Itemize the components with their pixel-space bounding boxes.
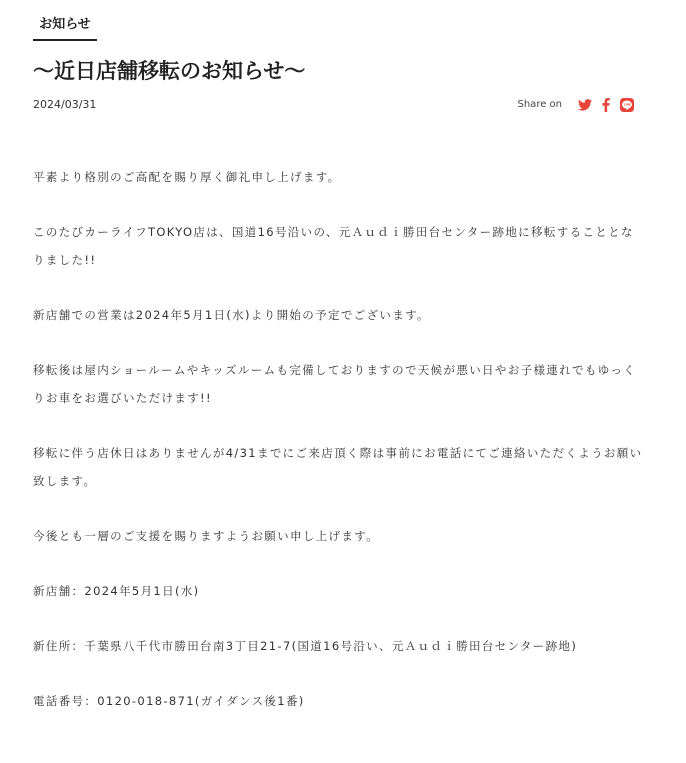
page-title: 〜近日店舗移転のお知らせ〜	[33, 59, 306, 83]
paragraph-holiday-notice: 移転に伴う店休日はありませんが4/31までにご来店頂く際は事前にお電話にてご連絡いただくようお願い致します。	[33, 446, 643, 488]
category-text: お知らせ	[39, 17, 91, 32]
share-bar	[518, 96, 635, 114]
paragraph-opening-date: 新店舗での営業は2024年5月1日(水)より開始の予定でございます。	[33, 308, 430, 322]
new-store-date: 新店舗：2024年5月1日(水)	[33, 584, 200, 598]
category-label	[33, 14, 97, 41]
post-date: 2024/03/31	[33, 98, 97, 111]
paragraph-facilities: 移転後は屋内ショールームやキッズルームも完備しておりますので天候が悪い日やお子様連れでもゆっくりお車をお選びいただけます!!	[33, 363, 637, 405]
article-body	[33, 163, 643, 742]
phone-number: 電話番号：0120-018-871(ガイダンス後1番)	[33, 694, 305, 708]
paragraph-relocation: このたびカーライフTOKYO店は、国道16号沿いの、元Ａｕｄｉ勝田台センター跡地に移転することとなりました!!	[33, 225, 634, 267]
share-label: Share on	[517, 99, 562, 110]
new-address: 新住所：千葉県八千代市勝田台南3丁目21-7(国道16号沿い、元Ａｕｄｉ勝田台センター跡地)	[33, 639, 578, 653]
twitter-icon[interactable]	[578, 98, 592, 112]
paragraph-greeting: 平素より格別のご高配を賜り厚く御礼申し上げます。	[33, 170, 341, 184]
facebook-icon[interactable]	[599, 98, 613, 112]
paragraph-closing: 今後とも一層のご支援を賜りますようお願い申し上げます。	[33, 529, 380, 543]
line-icon[interactable]	[620, 98, 634, 112]
